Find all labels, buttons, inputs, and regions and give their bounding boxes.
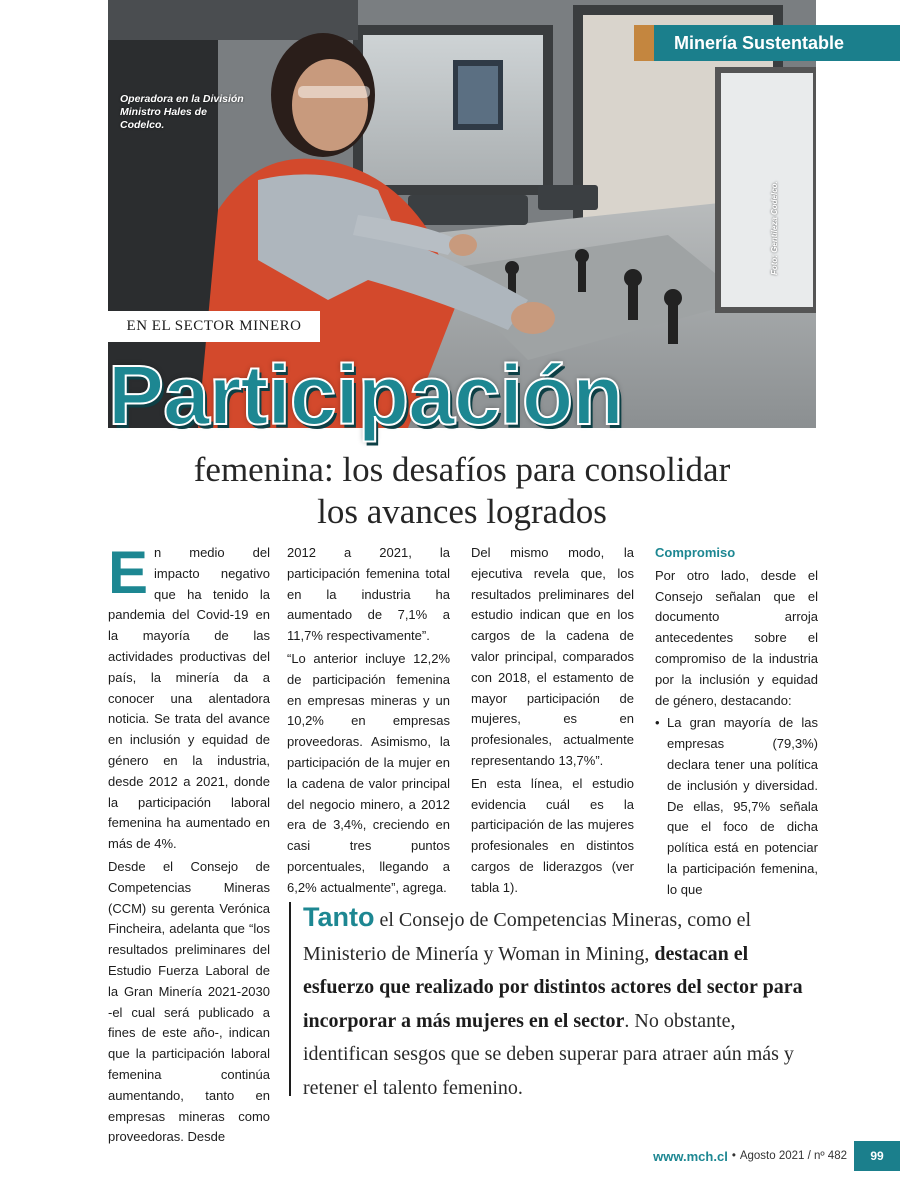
body-column-2 — [287, 543, 450, 901]
subheading: Compromiso — [655, 545, 736, 560]
paragraph: “Lo anterior incluye 12,2% de participación femenina en empresas mineras y un 10,2% en empresas proveedoras. Asimismo, la participación de la mujer en la cadena de valor principal del negocio minero, a 2012 era de 3,4%, creciendo en casi tres puntos porcentuales, llegando a 6,2% actualmente”, agrega. — [287, 650, 450, 895]
paragraph: Por otro lado, desde el Consejo señalan que el documento arroja antecedentes sobre el compromiso de la industria por la inclusión y equidad de género, destacando: — [655, 567, 818, 708]
pullquote-text: . No obstante, identifican sesgos que se deben superar para atraer aún más y retener el talento femenino. — [303, 1009, 794, 1099]
paragraph: En medio del impacto negativo que ha tenido la pandemia del Covid-19 en la mayoría de las actividades productivas del país, la minería da a conocer una alentadora noticia. Se trata del avance en inclusión y equidad de género en la industria, desde 2012 a 2021, donde la participación laboral femenina ha aumentado en más de 4%. — [108, 539, 270, 852]
subtitle-line-1: femenina: los desafíos para consolidar — [193, 450, 731, 489]
paragraph: En esta línea, el estudio evidencia cuál es la participación de las mujeres profesionales en distintos cargos de liderazgos (ver tabla 1). — [471, 775, 634, 895]
body-column-4 — [655, 543, 818, 901]
pullquote — [303, 901, 818, 1105]
bullet-icon: • — [655, 715, 660, 731]
body-column-1 — [108, 539, 270, 1150]
pullquote-rule — [289, 902, 291, 1096]
pullquote-lead: Tanto — [303, 902, 375, 932]
section-tag — [634, 25, 900, 61]
footer-url[interactable]: www.mch.cl — [653, 1148, 728, 1164]
pullquote-text: el Consejo de Competencias Mineras, como el Ministerio de Minería y Woman in Mining, — [303, 909, 752, 965]
kicker: EN EL SECTOR MINERO — [108, 311, 320, 342]
list-item — [655, 713, 818, 900]
footer-issue: Agosto 2021 / nº 482 — [739, 1150, 847, 1162]
list-item-text: La gran mayoría de las empresas (79,3%) declara tener una política de inclusión y diversidad. De ellas, 95,7% señala que el foco de dicha política está en potenciar la participación femenina, lo que — [667, 715, 818, 897]
photo-credit: Foto: Gentileza Codelco. — [770, 181, 779, 275]
drop-cap: E — [108, 539, 149, 606]
pullquote-emphasis: destacan el esfuerzo que realizado por distintos actores del sector para incorporar a más mujeres en el sector — [303, 942, 803, 1032]
headline: Participación — [108, 348, 623, 442]
page-number: 99 — [854, 1141, 900, 1171]
footer-separator: • — [731, 1150, 736, 1162]
paragraph: 2012 a 2021, la participación femenina total en la industria ha aumentado de 7,1% a 11,7% respectivamente”. — [287, 545, 450, 644]
subtitle-line-2: los avances logrados — [317, 492, 607, 531]
photo-caption: Operadora en la División Ministro Hales de Codelco. — [120, 93, 244, 131]
paragraph: Desde el Consejo de Competencias Mineras (CCM) su gerenta Verónica Fincheira, adelanta que “los resultados preliminares del Estudio Fuerza Laboral de la Gran Minería 2021-2030 -el cual será publicado a fines de este año-, indican que la participación laboral femenina continúa aumentando, tanto en empresas mineras como proveedoras. Desde — [108, 858, 270, 1145]
subtitle — [108, 449, 816, 533]
body-column-3 — [471, 543, 634, 901]
section-label: Minería Sustentable — [673, 32, 844, 53]
paragraph: Del mismo modo, la ejecutiva revela que, los resultados preliminares del estudio indican que en los cargos de la cadena de valor principal, comparados con 2018, el estamento de mayor participación de mujeres, es en profesionales, actualmente representando 13,7%”. — [471, 545, 634, 768]
footer — [653, 1147, 847, 1165]
